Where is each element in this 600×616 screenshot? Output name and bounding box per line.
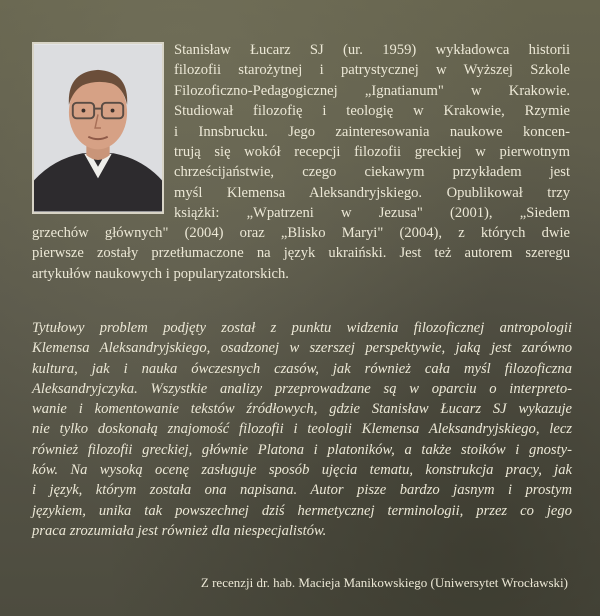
review-line: ków. Na wysoką ocenę zasługuje sposób ujęcia tematu, konstrukcja pracy, jak xyxy=(32,462,572,479)
bio-line: książki: „Wpatrzeni w Jezusa" (2001), „Siedem xyxy=(174,205,570,222)
review-line: językiem, unika tak powszechnej dziś hermetycznej terminologii, przez co jego xyxy=(32,502,572,519)
review-line: Tytułowy problem podjęty został z punktu widzenia filozoficznej antropologii xyxy=(32,320,572,336)
review-line: Klemensa Aleksandryjskiego, osadzonej w szerszej perspektywie, jaką jest zarówno xyxy=(32,340,572,357)
review-line: i język, którym została ona napisana. Autor pisze bardzo jasnym i prostym xyxy=(32,482,572,499)
review-line: kultura, jak i nauka ówczesnych czasów, jak również cała myśl filozoficzna xyxy=(32,360,572,377)
review-line: nie tylko doskonałą znajomość filozofii i teologii Klemensa Aleksandryjskiego, lecz xyxy=(32,421,572,438)
bio-line: filozofii starożytnej i patrystycznej w Wyższej Szkole xyxy=(174,62,570,79)
bio-line: trują się wokół recepcji filozofii greckiej w pierwotnym xyxy=(174,144,570,161)
bio-line: i Innsbrucku. Jego zainteresowania naukowe koncen- xyxy=(174,123,570,140)
review-line: również filozofii greckiej, głównie Platona i platoników, a także stoików i gnosty- xyxy=(32,441,572,458)
bio-line: Filozoficzno-Pedagogicznej „Ignatianum" w Krakowie. xyxy=(174,82,570,99)
author-portrait-image xyxy=(34,44,162,212)
author-bio xyxy=(174,40,570,224)
bio-line: grzechów głównych" (2004) oraz „Blisko Maryi" (2004), z których dwie xyxy=(32,225,570,241)
review-line: Aleksandryjczyka. Wszystkie analizy przeprowadzane są w oparciu o interpreto- xyxy=(32,380,572,397)
bio-line: pierwsze zostały przetłumaczone na język ukraiński. Jest też autorem szeregu xyxy=(32,245,570,262)
review-credit: Z recenzji dr. hab. Macieja Manikowskiego (Uniwersytet Wrocławski) xyxy=(200,575,568,590)
review-excerpt xyxy=(32,318,572,541)
review-line: praca zrozumiała jest również dla niespecjalistów. xyxy=(32,522,327,539)
bio-line: Stanisław Łucarz SJ (ur. 1959) wykładowca historii xyxy=(174,42,570,58)
author-bio-continued xyxy=(32,223,570,284)
bio-line: chrześcijaństwie, czego ciekawym przykładem jest xyxy=(174,164,570,181)
bio-line: artykułów naukowych i popularyzatorskich. xyxy=(32,265,289,282)
bio-line: myśl Klemensa Aleksandryjskiego. Opublikował trzy xyxy=(174,184,570,201)
author-photo xyxy=(32,42,164,214)
review-line: wanie i komentowanie tekstów źródłowych, gdzie Stanisław Łucarz SJ wykazuje xyxy=(32,401,572,418)
bio-line: Studiował filozofię i teologię w Krakowie, Rzymie xyxy=(174,103,570,120)
